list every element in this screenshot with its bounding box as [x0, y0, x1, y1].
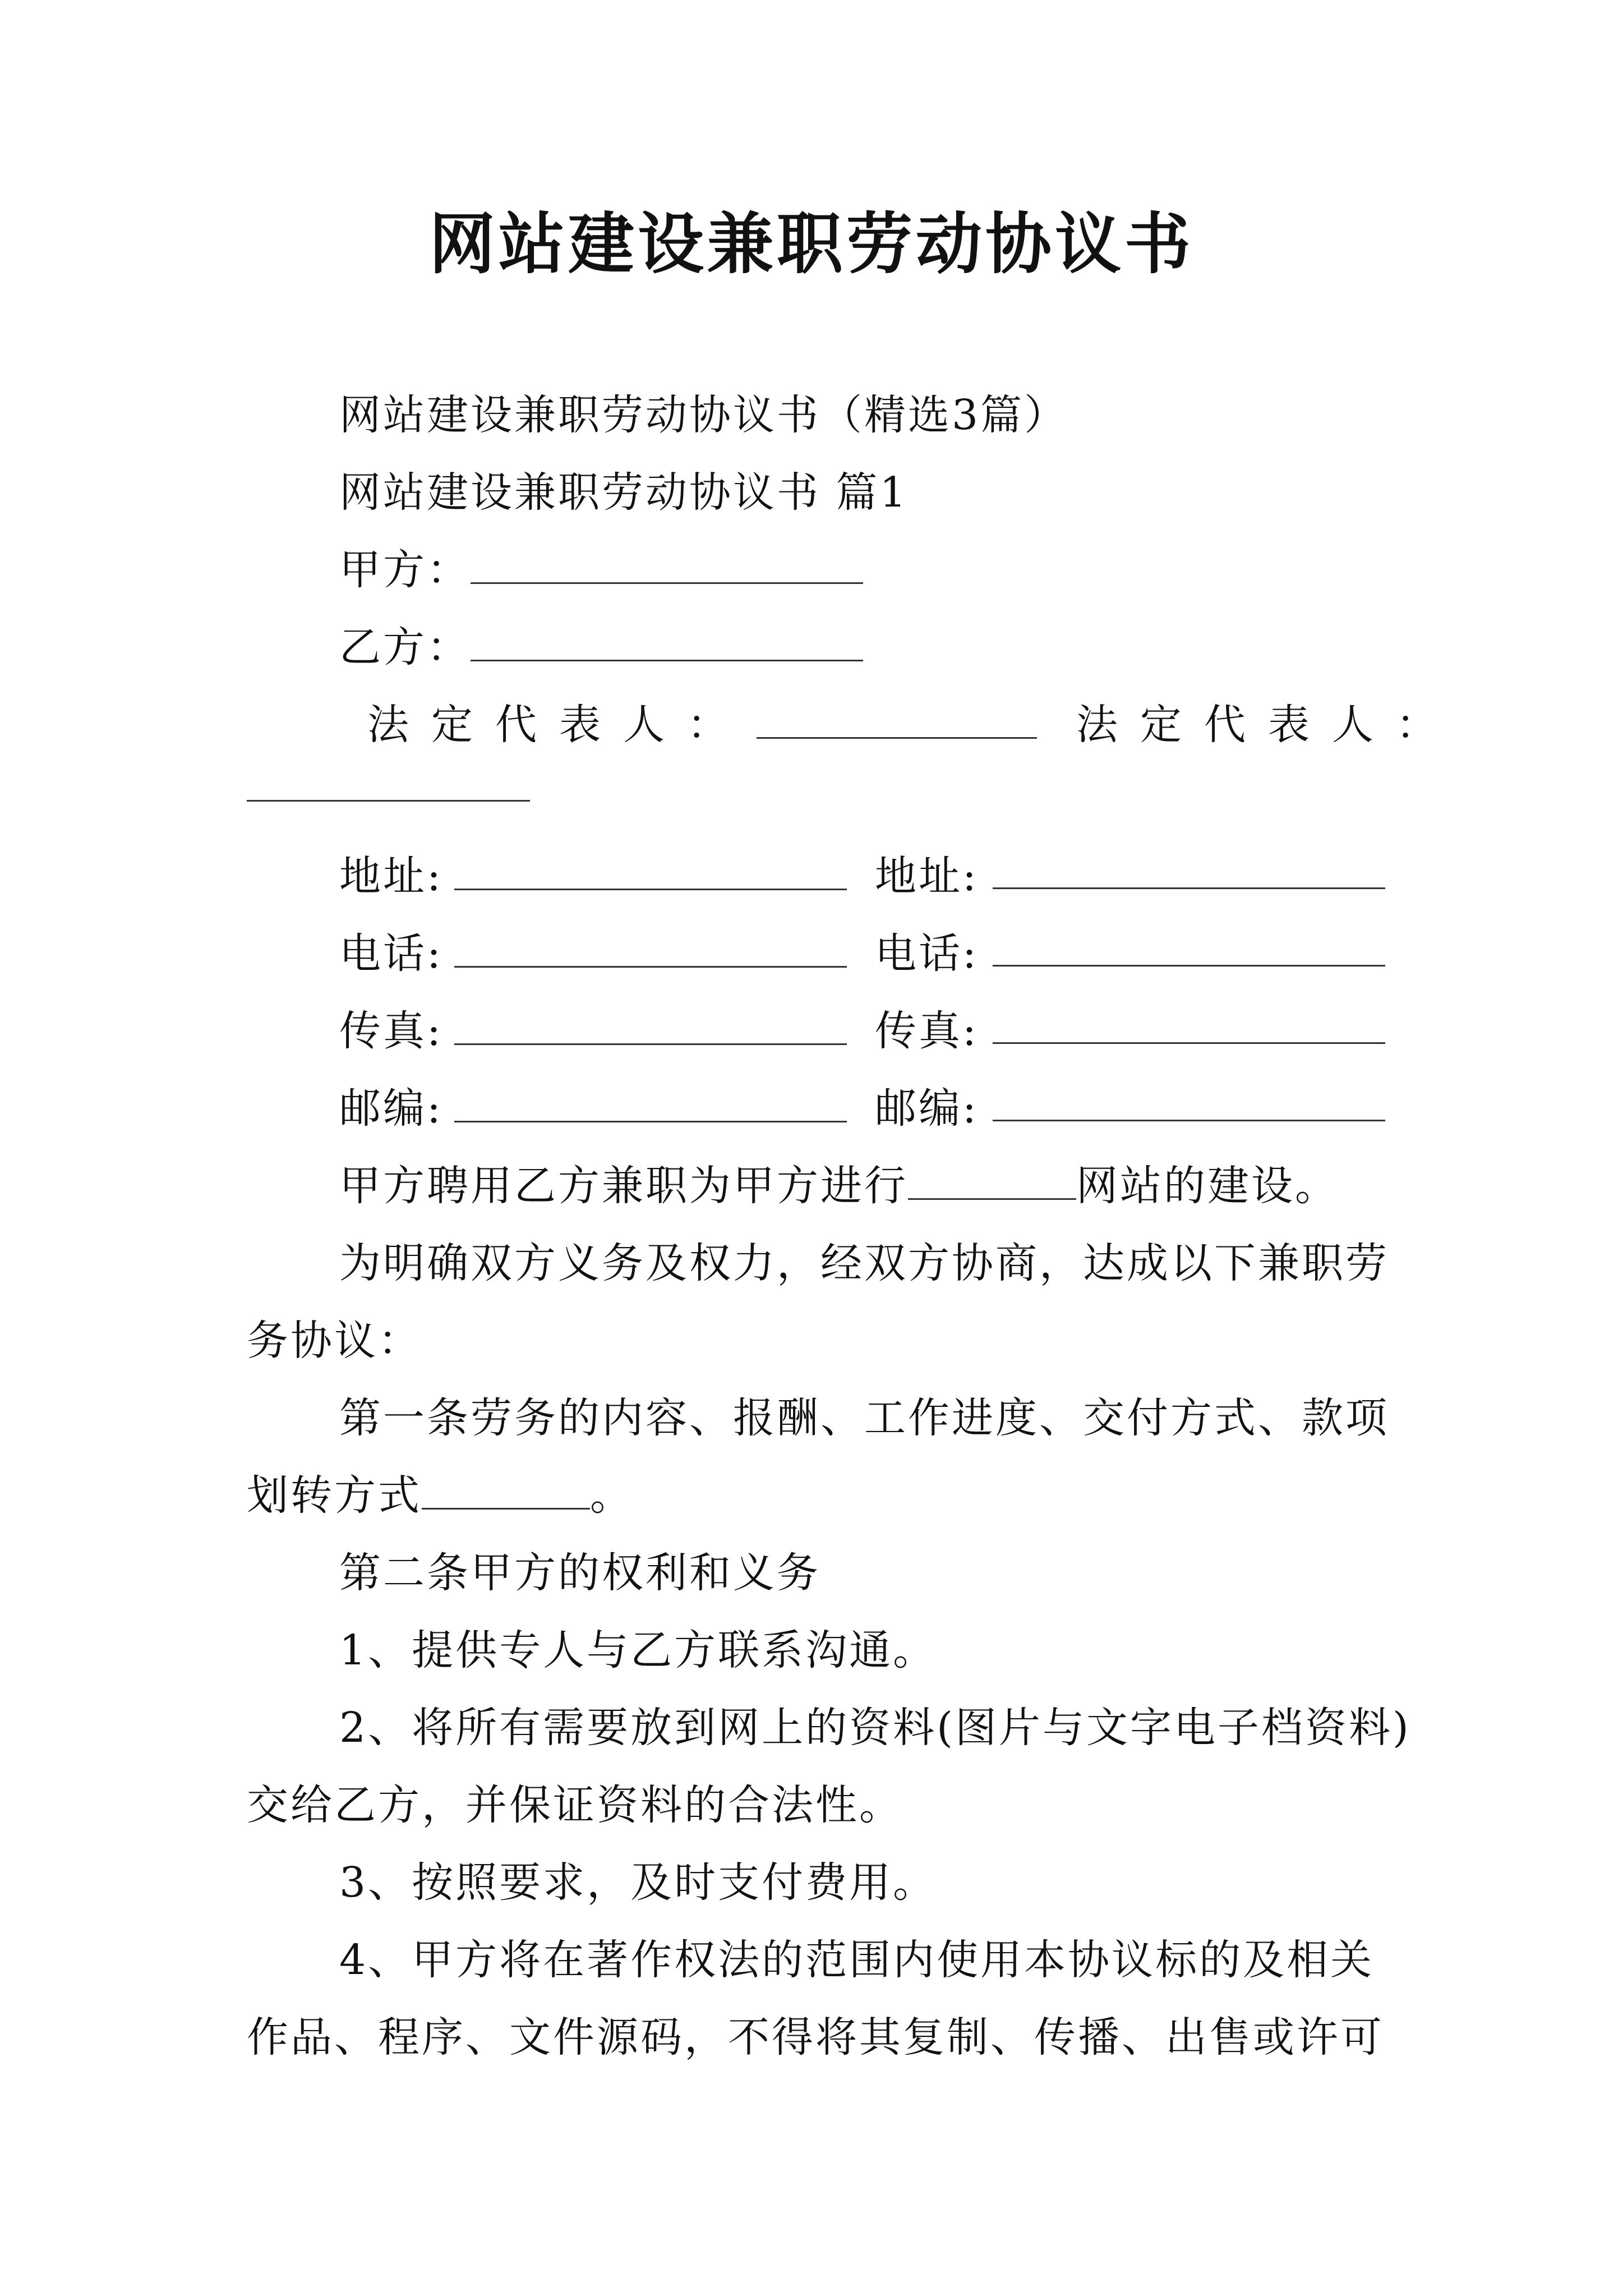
- employ-text-1: 甲方聘用乙方兼职为甲方进行: [339, 1162, 908, 1210]
- party-a-label: 甲方：: [339, 546, 471, 594]
- fax-blank-a: [454, 1004, 847, 1045]
- party-a-blank: [471, 543, 863, 584]
- employ-paragraph: [339, 1158, 1339, 1214]
- item-4-line-1: 4、甲方将在著作权法的范围内使用本协议标的及相关: [339, 1936, 1375, 1984]
- phone-blank-a: [454, 927, 847, 968]
- phone-label-b: 电话:: [875, 930, 979, 978]
- document-subtitle: 网站建设兼职劳动协议书（精选3篇）: [339, 391, 1068, 439]
- transfer-method-blank: [422, 1469, 590, 1510]
- postcode-blank-b: [993, 1080, 1385, 1121]
- party-a-row: [339, 542, 863, 598]
- purpose-line-1: 为明确双方义务及权力，经双方协商，达成以下兼职劳: [339, 1239, 1389, 1287]
- legal-rep-blank-2: [247, 761, 530, 802]
- legal-rep-label: 法定代表人：: [367, 701, 751, 749]
- article1-text: 划转方式: [247, 1471, 422, 1520]
- party-b-blank: [471, 620, 863, 661]
- phone-blank-b: [993, 926, 1385, 967]
- item-4-line-2: 作品、程序、文件源码，不得将其复制、传播、出售或许可: [247, 2013, 1384, 2062]
- postcode-row: [339, 1080, 979, 1137]
- fax-blank-b: [993, 1003, 1385, 1044]
- employ-text-2: 网站的建设。: [1076, 1162, 1339, 1210]
- item-3: 3、按照要求，及时支付费用。: [339, 1858, 937, 1907]
- article1-line-2: [247, 1467, 634, 1524]
- address-label-a: 地址:: [339, 852, 443, 900]
- phone-label-a: 电话:: [339, 930, 443, 978]
- item-2-line-1: 2、将所有需要放到网上的资料(图片与文字电子档资料): [339, 1704, 1411, 1752]
- document-title: 网站建设兼职劳动协议书: [428, 205, 1194, 283]
- legal-rep-continuation: [247, 760, 530, 816]
- item-2-line-2: 交给乙方，并保证资料的合法性。: [247, 1781, 903, 1829]
- purpose-line-2: 务协议：: [247, 1317, 422, 1365]
- article2-heading: 第二条甲方的权利和义务: [339, 1549, 820, 1597]
- section-heading: 网站建设兼职劳动协议书 篇1: [339, 468, 909, 517]
- item-1: 1、提供专人与乙方联系沟通。: [339, 1626, 937, 1674]
- legal-rep-label-2: 法定代表人：: [1076, 701, 1460, 749]
- legal-rep-row: [367, 697, 1460, 753]
- postcode-label-a: 邮编:: [339, 1084, 443, 1133]
- fax-label-b: 传真:: [875, 1007, 979, 1055]
- phone-row: [339, 926, 979, 982]
- website-name-blank: [908, 1159, 1076, 1200]
- legal-rep-blank: [757, 698, 1037, 739]
- address-row: [339, 848, 979, 904]
- party-b-row: [339, 619, 863, 675]
- party-b-label: 乙方：: [339, 623, 471, 671]
- postcode-label-b: 邮编:: [875, 1084, 979, 1133]
- address-blank-b: [993, 848, 1385, 889]
- article1-end: 。: [590, 1471, 634, 1520]
- fax-label-a: 传真:: [339, 1007, 443, 1055]
- address-blank-a: [454, 849, 847, 890]
- address-label-b: 地址:: [875, 852, 979, 900]
- postcode-blank-a: [454, 1082, 847, 1122]
- article1-line-1: 第一条劳务的内容、报酬、工作进度、交付方式、款项: [339, 1394, 1389, 1442]
- fax-row: [339, 1003, 979, 1059]
